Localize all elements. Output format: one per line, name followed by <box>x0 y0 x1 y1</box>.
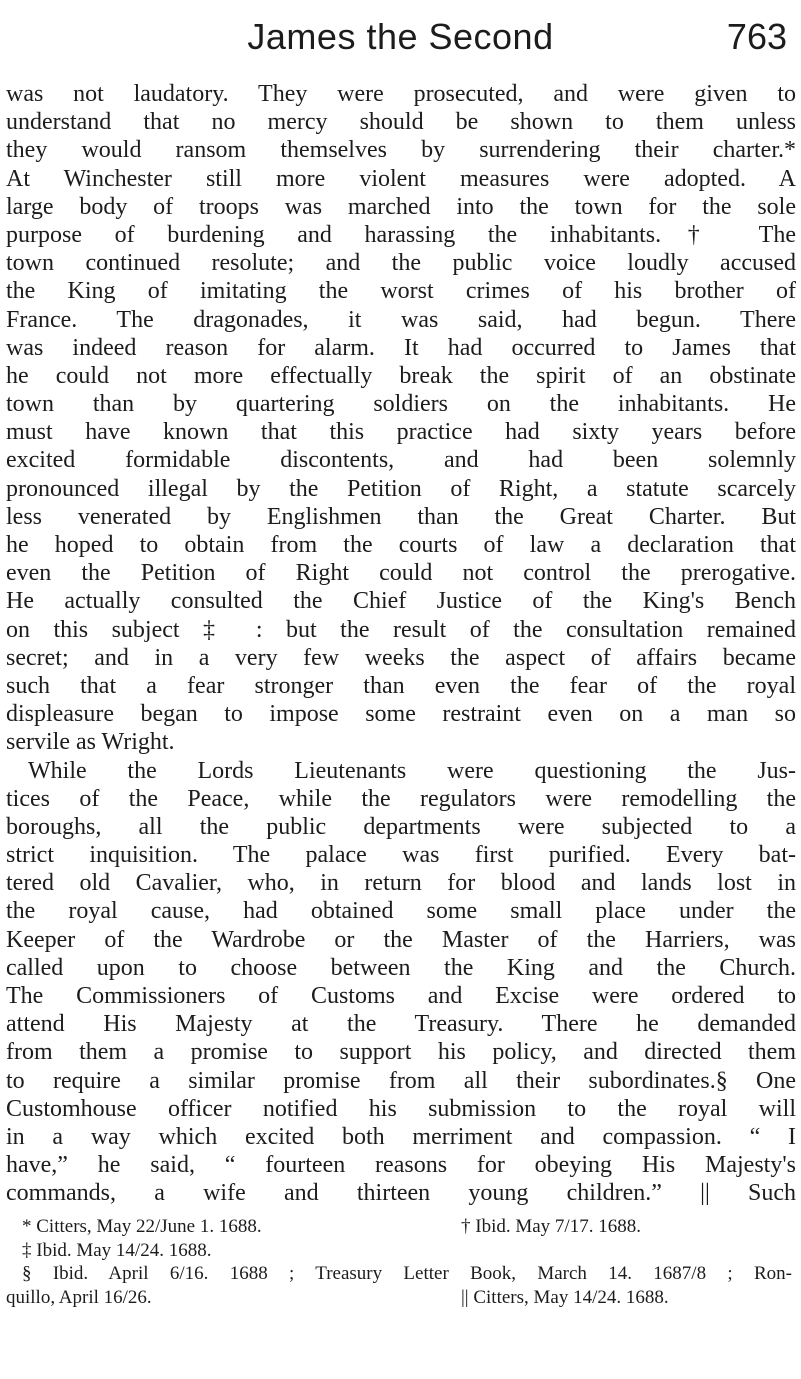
footnote: * Citters, May 22/June 1. 1688. <box>22 1216 262 1237</box>
text-line: He actually consulted the Chief Justice of the King's Bench <box>6 588 796 615</box>
text-line: secret; and in a very few weeks the aspect of affairs became <box>6 644 796 671</box>
footnote-continuation: quillo, April 16/26. <box>6 1286 152 1308</box>
text-line: boroughs, all the public departments were subjected to a <box>6 813 796 840</box>
text-line: Keeper of the Wardrobe or the Master of the Harriers, was <box>6 926 796 953</box>
text-line: called upon to choose between the King and the Church. <box>6 954 796 981</box>
footnote-row <box>6 1215 792 1239</box>
footnote-row <box>6 1286 792 1310</box>
text-line: in a way which excited both merriment and compassion. “ I <box>6 1123 796 1150</box>
text-line: Customhouse officer notified his submission to the royal will <box>6 1095 796 1122</box>
text-line: even the Petition of Right could not control the prerogative. <box>6 560 796 587</box>
body-text <box>6 80 796 1208</box>
text-line: tices of the Peace, while the regulators were remodelling the <box>6 785 796 812</box>
running-title: James the Second <box>247 16 554 57</box>
text-line: was not laudatory. They were prosecuted, and were given to <box>6 81 796 107</box>
footnote: ‡ Ibid. May 14/24. 1688. <box>22 1239 212 1261</box>
text-line: he hoped to obtain from the courts of law a declaration that <box>6 532 796 558</box>
footnotes <box>6 1215 792 1309</box>
text-line: The Commissioners of Customs and Excise were ordered to <box>6 983 796 1009</box>
paragraph-first-line: While the Lords Lieutenants were questioning the Jus- <box>28 757 796 784</box>
text-line: have,” he said, “ fourteen reasons for obeying His Majesty's <box>6 1152 796 1179</box>
text-line: to require a similar promise from all their subordinates.§ One <box>6 1067 796 1094</box>
page-number: 763 <box>726 16 787 57</box>
text-line: servile as Wright. <box>6 729 175 756</box>
text-line: from them a promise to support his policy, and directed them <box>6 1039 796 1066</box>
text-line: France. The dragonades, it was said, had begun. There <box>6 306 796 333</box>
text-line: understand that no mercy should be shown to them unless <box>6 109 796 136</box>
running-head <box>0 6 801 72</box>
text-line: pronounced illegal by the Petition of Right, a statute scarcely <box>6 475 796 502</box>
text-line: the royal cause, had obtained some small place under the <box>6 898 796 925</box>
text-line: town continued resolute; and the public voice loudly accused <box>6 250 796 277</box>
text-line: he could not more effectually break the spirit of an obstinate <box>6 362 796 389</box>
text-line: they would ransom themselves by surrendering their charter.* <box>6 137 796 164</box>
footnote-row <box>6 1239 792 1263</box>
footnote-row <box>6 1262 792 1286</box>
text-line: strict inquisition. The palace was first purified. Every bat- <box>6 842 796 869</box>
footnote: § Ibid. April 6/16. 1688 ; Treasury Letter Book, March 14. 1687/8 ; Ron- <box>22 1263 792 1284</box>
text-line: excited formidable discontents, and had been solemnly <box>6 447 796 474</box>
footnote: † Ibid. May 7/17. 1688. <box>461 1216 641 1237</box>
text-line: attend His Majesty at the Treasury. There he demanded <box>6 1011 796 1038</box>
footnote: || Citters, May 14/24. 1688. <box>461 1286 669 1308</box>
text-line: commands, a wife and thirteen young children.” || Such <box>6 1180 796 1207</box>
text-line: large body of troops was marched into the town for the sole <box>6 193 796 220</box>
text-line: must have known that this practice had sixty years before <box>6 419 796 446</box>
text-line: on this subject ‡ : but the result of the consultation remained <box>6 616 796 643</box>
text-line: such that a fear stronger than even the fear of the royal <box>6 672 796 699</box>
text-line: purpose of burdening and harassing the inhabitants.† The <box>6 221 796 248</box>
text-line: displeasure began to impose some restraint even on a man so <box>6 701 796 728</box>
text-line: tered old Cavalier, who, in return for blood and lands lost in <box>6 870 796 897</box>
text-line: At Winchester still more violent measures were adopted. A <box>6 165 796 192</box>
text-line: was indeed reason for alarm. It had occurred to James that <box>6 334 796 361</box>
text-line: town than by quartering soldiers on the inhabitants. He <box>6 391 796 418</box>
text-line: the King of imitating the worst crimes of his brother of <box>6 278 796 305</box>
text-line: less venerated by Englishmen than the Great Charter. But <box>6 503 796 530</box>
